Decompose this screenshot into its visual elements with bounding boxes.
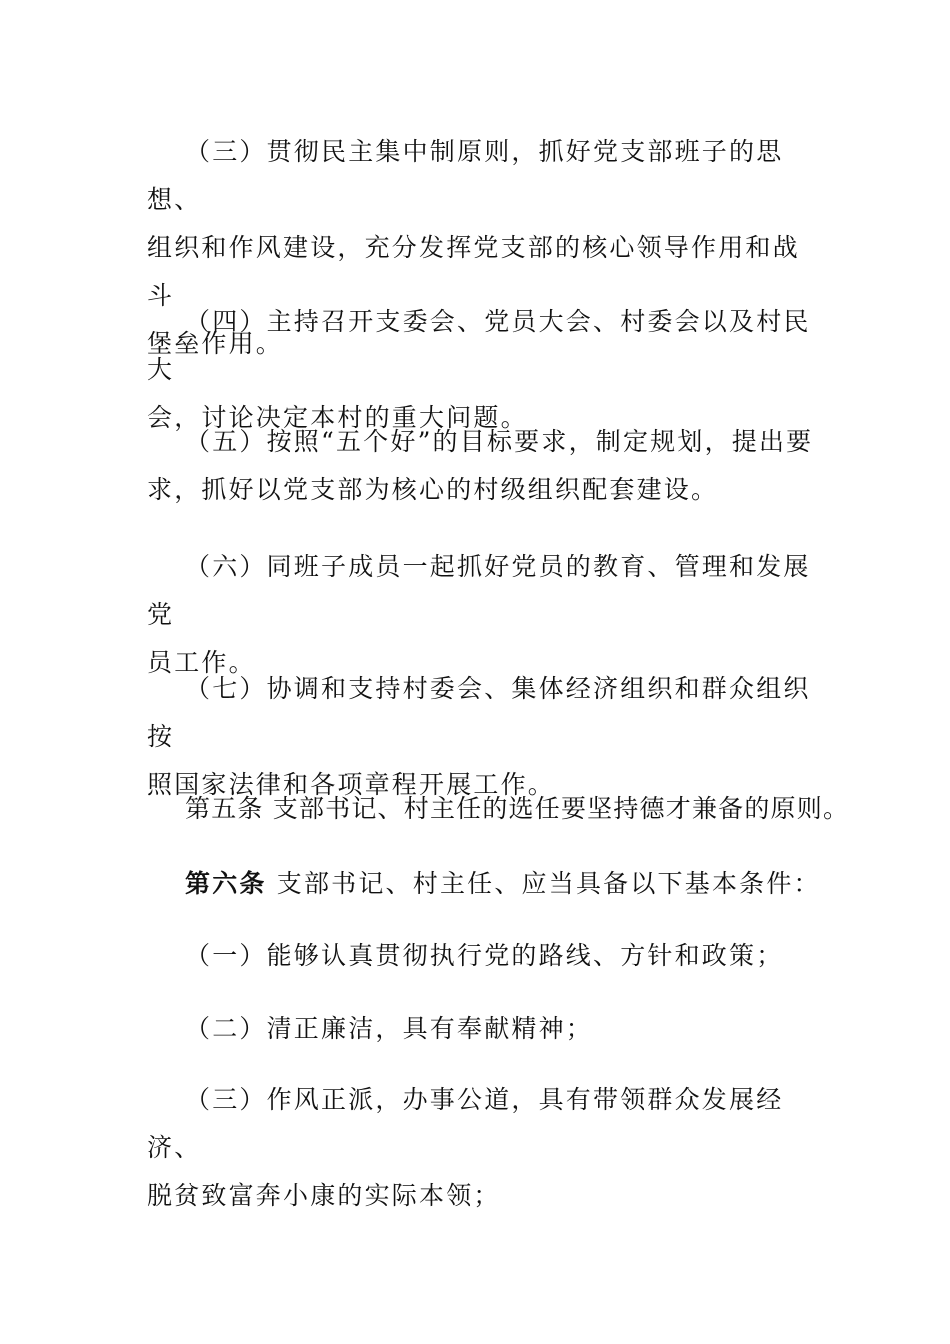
text-line: 员工作。	[147, 648, 256, 677]
text-line: 照国家法律和各项章程开展工作。	[147, 770, 556, 799]
text-line: （五）按照“五个好”的目标要求，制定规划，提出要	[185, 427, 814, 456]
text-line: 组织和作风建设，充分发挥党支部的核心领导作用和战斗	[147, 233, 800, 310]
article-6-label: 第六条	[185, 869, 267, 898]
article-5-label: 第五条	[185, 794, 264, 823]
text-line: 脱贫致富奔小康的实际本领；	[147, 1181, 501, 1210]
text-line: （三）贯彻民主集中制原则，抓好党支部班子的思想、	[147, 137, 784, 214]
text-line: 堡垒作用。	[147, 329, 284, 358]
text-line: （四）主持召开支委会、党员大会、村委会以及村民大	[147, 307, 811, 384]
text-line: （六）同班子成员一起抓好党员的教育、管理和发展党	[147, 552, 811, 629]
text-line: （七）协调和支持村委会、集体经济组织和群众组织按	[147, 674, 811, 751]
text-line: 求，抓好以党支部为核心的村级组织配套建设。	[147, 475, 719, 504]
text-line: （三）作风正派，办事公道，具有带领群众发展经济、	[147, 1085, 784, 1162]
article-5-text: 支部书记、村主任的选任要坚持德才兼备的原则。	[263, 794, 850, 823]
text-line: （二）清正廉洁，具有奉献精神；	[185, 1014, 594, 1043]
article-6	[147, 860, 821, 908]
condition-2	[147, 1005, 817, 1053]
text-line: （一）能够认真贯彻执行党的路线、方针和政策；	[185, 941, 784, 970]
text-line: 会，讨论决定本村的重大问题。	[147, 403, 528, 432]
condition-3	[147, 1076, 817, 1220]
paragraph-5	[147, 418, 817, 514]
condition-1	[147, 932, 817, 980]
article-6-text: 支部书记、村主任、应当具备以下基本条件：	[266, 869, 821, 898]
article-5	[147, 785, 850, 833]
